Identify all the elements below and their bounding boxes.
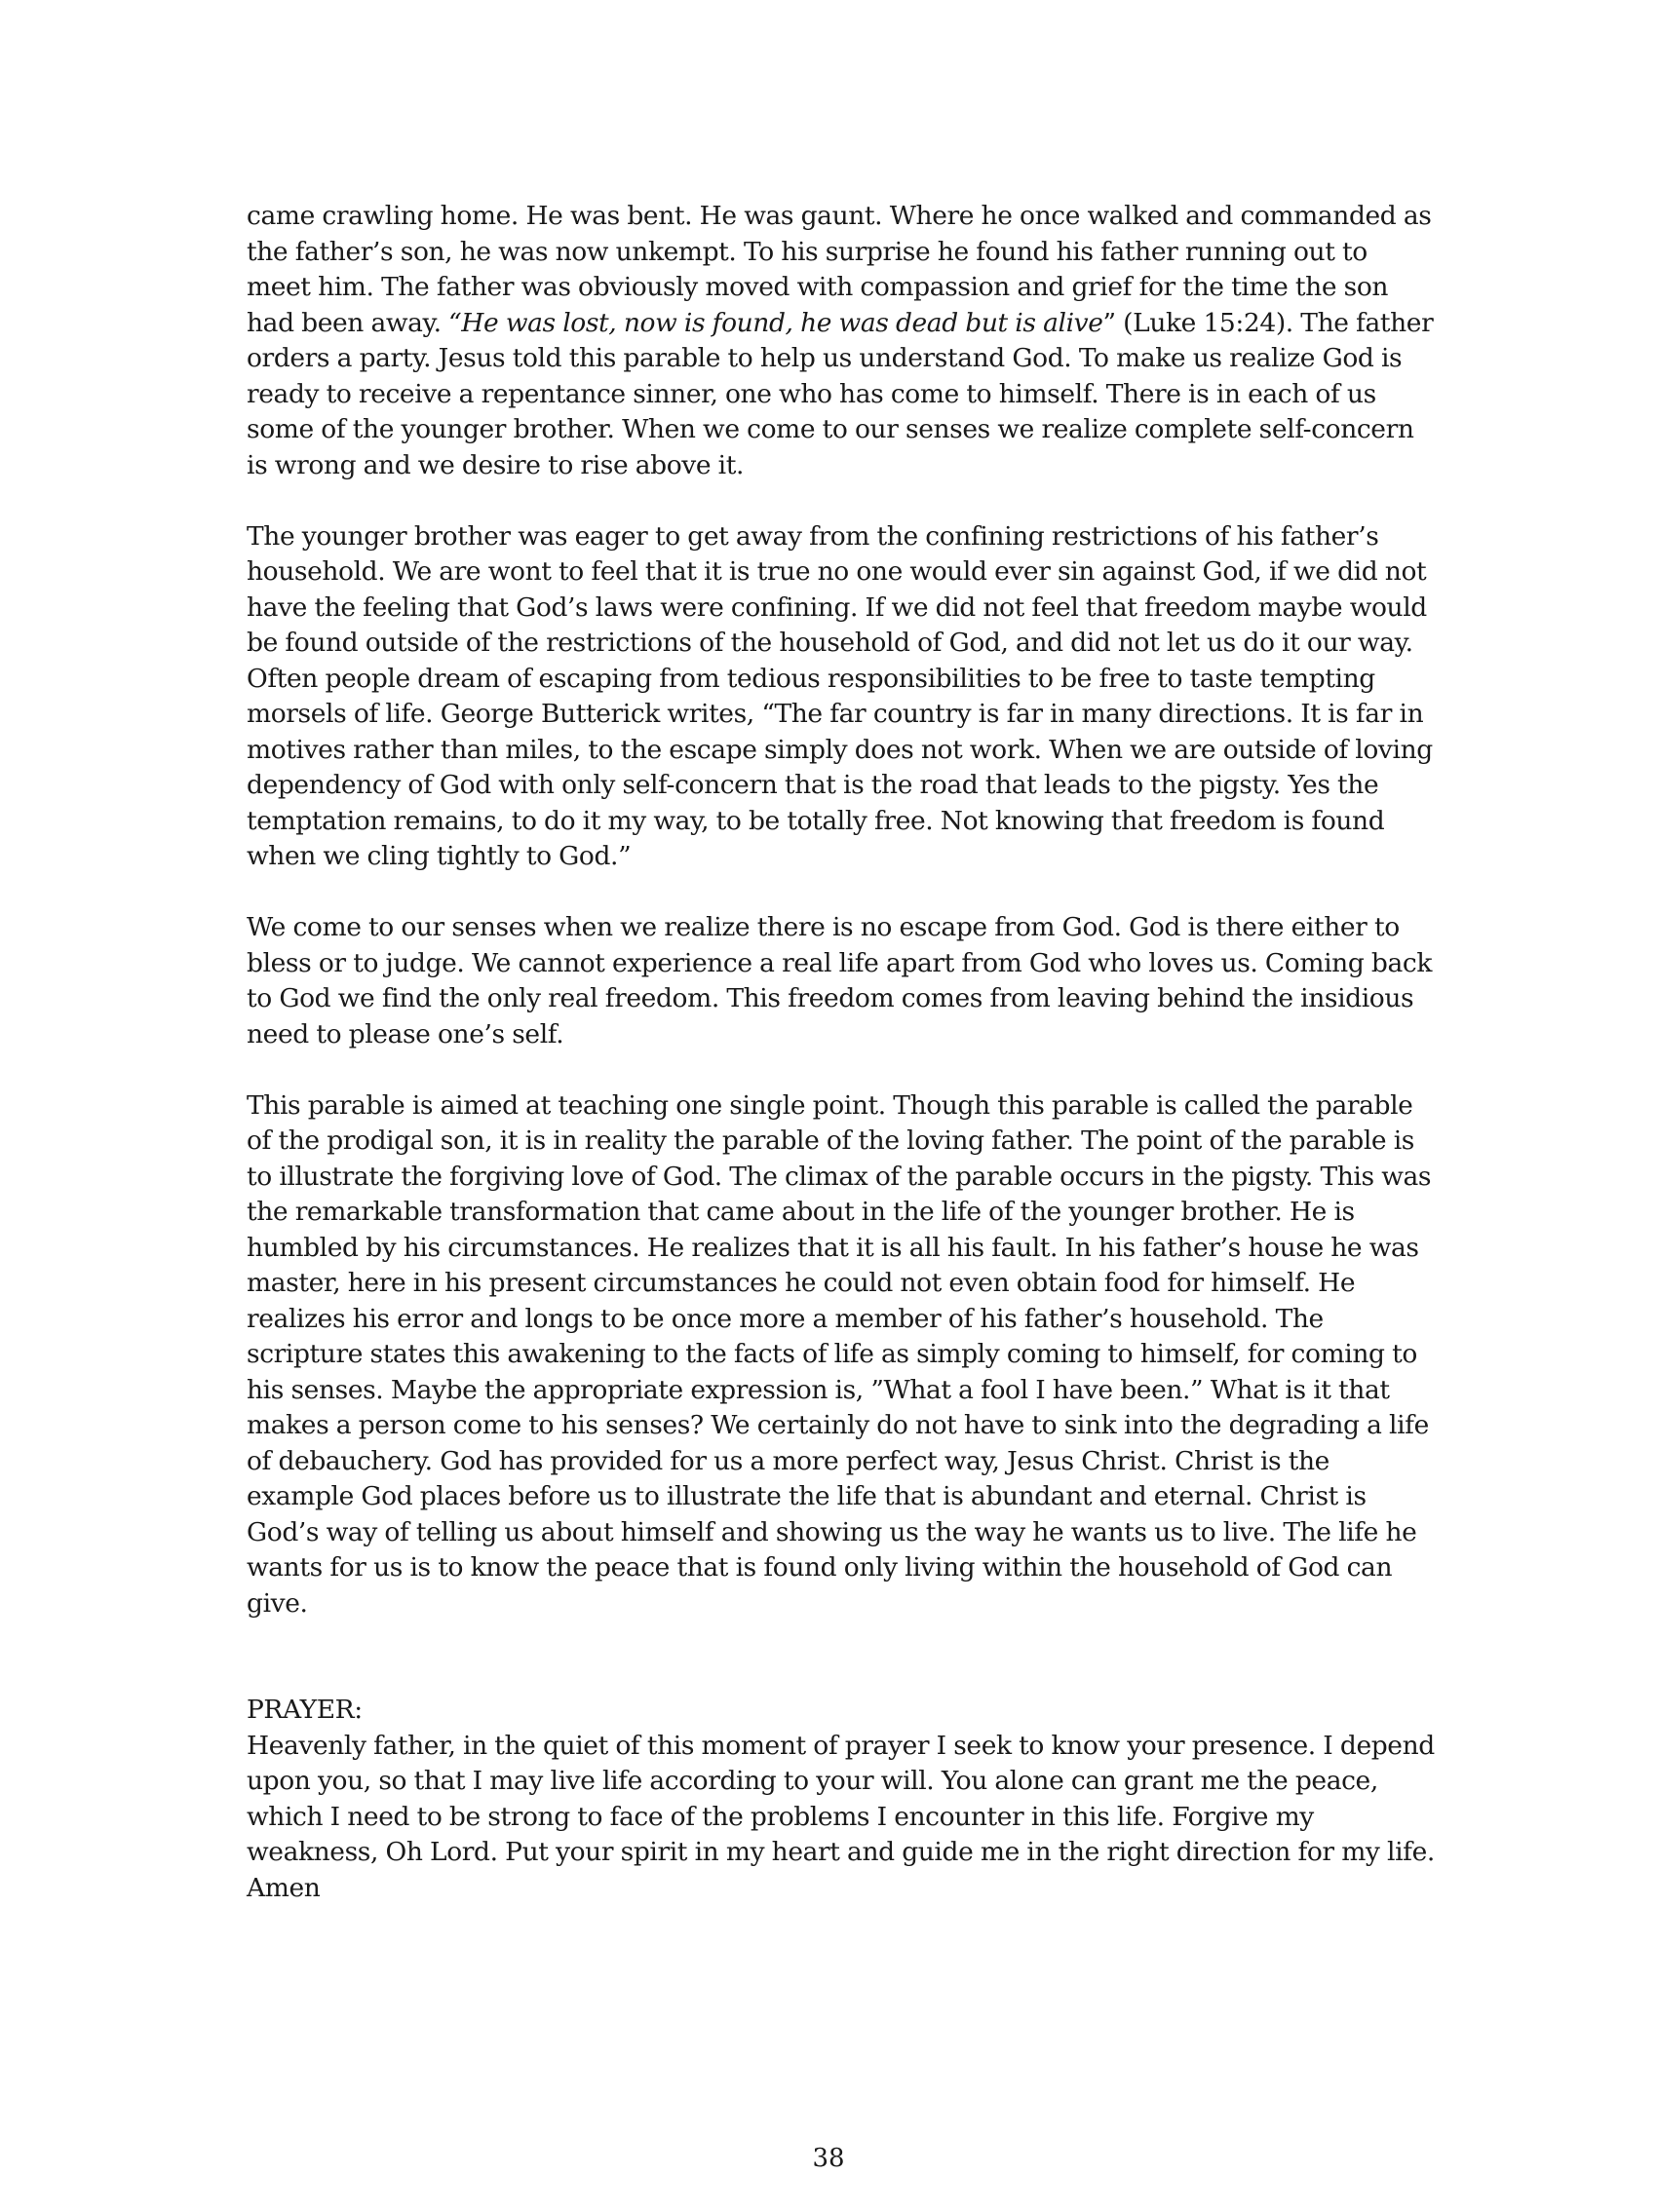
body-text [247,199,1436,1906]
paragraph-younger-brother: The younger brother was eager to get away from the confining restrictions of his father’s household. We are wont to feel that it is true no one would ever sin against God, if we did not have the feeling that God’s laws were confining. If we did not feel that freedom maybe would be found outside of the restrictions of the household of God, and did not let us do it our way. Often people dream of escaping from tedious responsibilities to be free to taste tempting morsels of life. George Butterick writes, “The far country is far in many directions. It is far in motives rather than miles, to the escape simply does not work. When we are outside of loving dependency of God with only self-concern that is the road that leads to the pigsty. Yes the temptation remains, to do it my way, to be totally free. Not knowing that freedom is found when we cling tightly to God.” [247,520,1433,871]
paragraph-text: came crawling home. He was bent. He was gaunt. Where he once walked and commanded as the father’s son, he was now unkempt. To his surprise he found his father running out to meet him. The father was obviously moved with compassion and grief for the time the son had been away. [247,201,1432,338]
prayer-heading: PRAYER: [247,1695,363,1725]
scripture-quote: “He was lost, now is found, he was dead but is alive [448,307,1103,338]
paragraph-prodigal-return [247,199,1436,483]
paragraph-parable-point: This parable is aimed at teaching one single point. Though this parable is called the parable of the prodigal son, it is in reality the parable of the loving father. The point of the parable is to illustrate the forgiving love of God. The climax of the parable occurs in the pigsty. This was the remarkable transformation that came about in the life of the younger brother. He is humbled by his circumstances. He realizes that it is all his fault. In his father’s house he was master, here in his present circumstances he could not even obtain food for himself. He realizes his error and longs to be once more a member of his father’s household. The scripture states this awakening to the facts of life as simply coming to himself, for coming to his senses. Maybe the appropriate expression is, ”What a fool I have been.” What is it that makes a person come to his senses? We certainly do not have to sink into the degrading a life of debauchery. God has provided for us a more perfect way, Jesus Christ. Christ is the example God places before us to illustrate the life that is abundant and eternal. Christ is God’s way of telling us about himself and showing us the way he wants us to live. The life he wants for us is to know the peace that is found only living within the household of God can give. [247,1089,1432,1619]
prayer-text: Heavenly father, in the quiet of this moment of prayer I seek to know your presence. I depend upon you, so that I may live life according to your will. You alone can grant me the peace, which I need to be strong to face of the problems I encounter in this life. Forgive my weakness, Oh Lord. Put your spirit in my heart and guide me in the right direction for my life. Amen [247,1730,1435,1903]
paragraph-our-senses: We come to our senses when we realize there is no escape from God. God is there either to bless or to judge. We cannot experience a real life apart from God who loves us. Coming back to God we find the only real freedom. This freedom comes from leaving behind the insidious need to please one’s self. [247,912,1432,1049]
page-number: 38 [812,2144,845,2173]
paragraph-text: ” (Luke 15:24). The father orders a party. Jesus told this parable to help us understand God. To make us realize God is ready to receive a repentance sinner, one who has come to himself. There is in each of us some of the younger brother. When we come to our senses we realize complete self-concern is wrong and we desire to rise above it. [247,307,1434,480]
